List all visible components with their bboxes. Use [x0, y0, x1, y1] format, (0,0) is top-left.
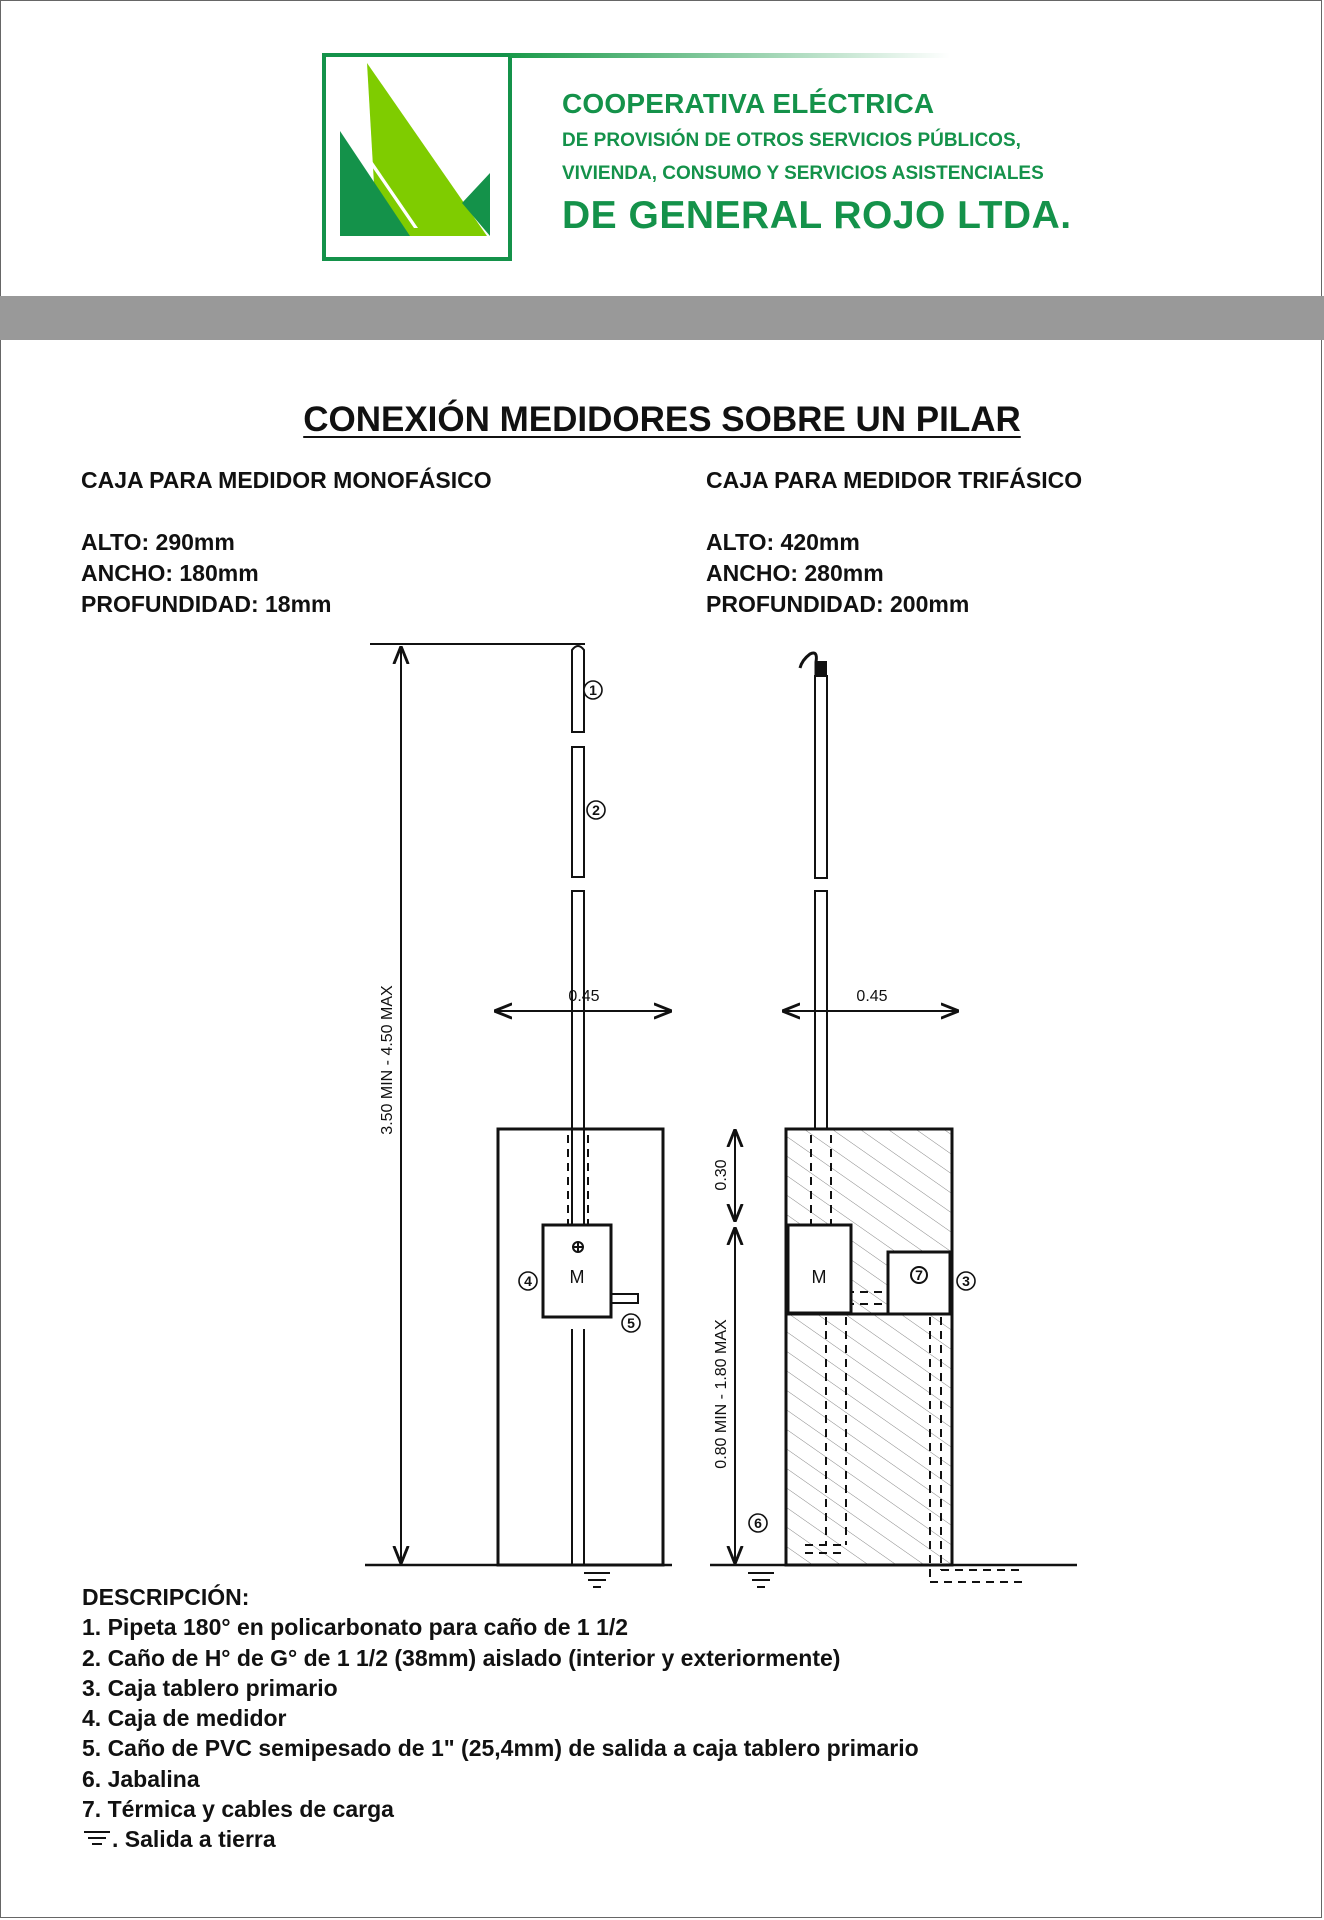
- description-ground-row: [82, 1824, 919, 1854]
- left-pipe-segment-2: [572, 747, 584, 877]
- meter-label-left: M: [569, 1267, 585, 1287]
- left-pvc-outlet: [611, 1294, 638, 1303]
- ground-label: . Salida a tierra: [112, 1826, 276, 1853]
- callout-2: 2: [592, 802, 600, 818]
- page-title: CONEXIÓN MEDIDORES SOBRE UN PILAR: [303, 400, 1021, 439]
- org-name-line-1: COOPERATIVA ELÉCTRICA: [562, 88, 935, 119]
- org-name-line-4: DE GENERAL ROJO LTDA.: [562, 194, 1072, 237]
- callout-1: 1: [589, 682, 597, 698]
- top-dim-right-label: 0.30: [713, 1159, 730, 1191]
- width-dim-left-label: 0.45: [568, 988, 600, 1005]
- right-spec-alto: ALTO: 420mm: [706, 529, 860, 555]
- right-spec-ancho: ANCHO: 280mm: [706, 560, 884, 586]
- description-item-7: 7. Térmica y cables de carga: [82, 1796, 394, 1823]
- description-item-4: 4. Caja de medidor: [82, 1705, 287, 1732]
- org-name-line-2: DE PROVISIÓN DE OTROS SERVICIOS PÚBLICOS,: [562, 130, 1021, 151]
- description-item-5: 5. Caño de PVC semipesado de 1" (25,4mm) de salida a caja tablero primario: [82, 1735, 919, 1762]
- right-pipe-segment-1: [815, 676, 827, 878]
- right-spec-profundidad: PROFUNDIDAD: 200mm: [706, 591, 970, 617]
- description-item-1: 1. Pipeta 180° en policarbonato para caño de 1 1/2: [82, 1614, 629, 1641]
- callout-7: 7: [915, 1267, 923, 1283]
- description-item-3: 3. Caja tablero primario: [82, 1674, 338, 1701]
- description-item-6: 6. Jabalina: [82, 1765, 200, 1792]
- left-spec-profundidad: PROFUNDIDAD: 18mm: [81, 591, 332, 617]
- height-dim-label: 3.50 MIN - 4.50 MAX: [379, 985, 396, 1135]
- meter-height-dim-label: 0.80 MIN - 1.80 MAX: [713, 1319, 730, 1469]
- callout-3: 3: [962, 1273, 970, 1289]
- callout-6: 6: [754, 1515, 762, 1531]
- left-spec-heading: CAJA PARA MEDIDOR MONOFÁSICO: [81, 467, 492, 493]
- width-dim-right-label: 0.45: [856, 988, 888, 1005]
- right-spec-heading: CAJA PARA MEDIDOR TRIFÁSICO: [706, 467, 1083, 493]
- right-pipeta: [800, 653, 816, 676]
- ground-symbol-icon: [82, 1827, 112, 1847]
- description-heading: DESCRIPCIÓN:: [82, 1584, 250, 1610]
- description-item-2: 2. Caño de H° de G° de 1 1/2 (38mm) aislado (interior y exteriormente): [82, 1644, 841, 1671]
- description-block: [82, 1582, 919, 1855]
- meter-label-right: M: [811, 1267, 827, 1287]
- left-spec-alto: ALTO: 290mm: [81, 529, 235, 555]
- left-pipeta-segment: [572, 646, 584, 732]
- org-name-line-3: VIVIENDA, CONSUMO Y SERVICIOS ASISTENCIALES: [562, 163, 1044, 184]
- callout-5: 5: [627, 1315, 635, 1331]
- left-spec-ancho: ANCHO: 180mm: [81, 560, 259, 586]
- callout-4: 4: [524, 1273, 532, 1289]
- left-pillar: [498, 1129, 663, 1565]
